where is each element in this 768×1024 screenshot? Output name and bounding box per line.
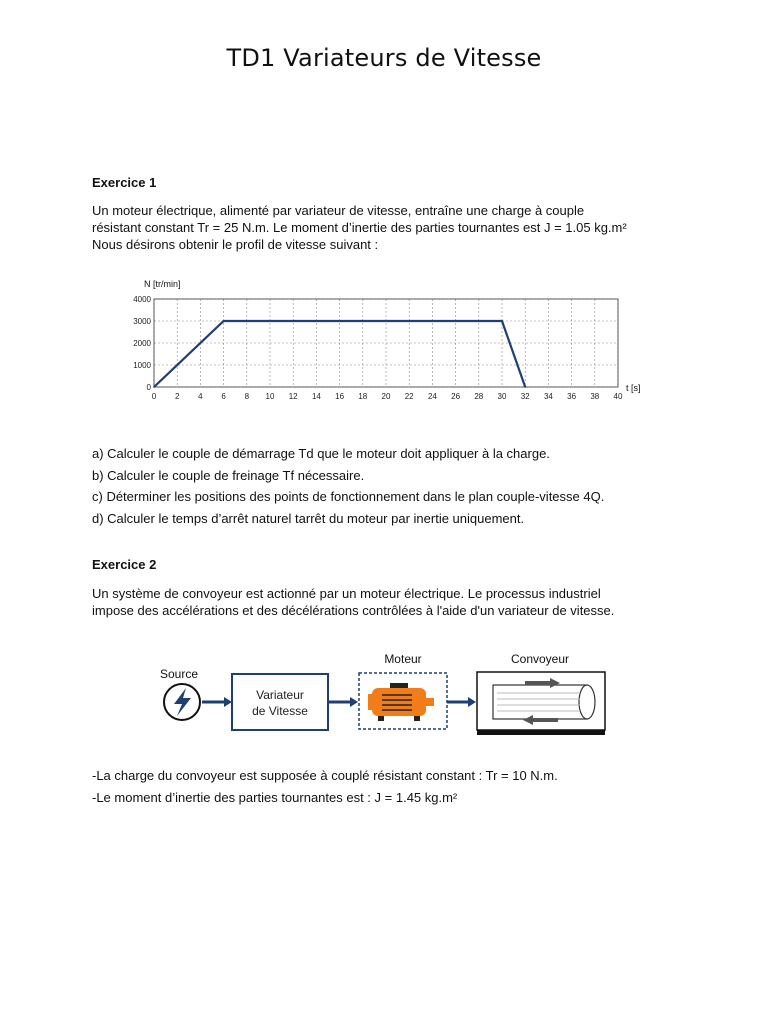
- question-c: c) Déterminer les positions des points de fonctionnement dans le plan couple-vitesse 4Q.: [92, 489, 605, 504]
- speed-profile-point: [153, 386, 155, 388]
- x-tick-label: 12: [288, 392, 298, 401]
- x-tick-label: 4: [198, 392, 203, 401]
- x-tick-label: 2: [174, 392, 180, 401]
- x-tick-label: 18: [358, 392, 368, 401]
- y-tick-label: 0: [146, 383, 151, 392]
- speed-profile-line: [154, 321, 525, 387]
- exercise-1-statement: [92, 202, 692, 253]
- speed-profile-point: [524, 386, 526, 388]
- statement-line: résistant constant Tr = 25 N.m. Le moment d’inertie des parties tournantes est J = 1.05 kg.m²: [92, 220, 627, 235]
- chart-ticks: [133, 295, 623, 401]
- x-tick-label: 10: [265, 392, 275, 401]
- exercise-2-statement: [92, 585, 692, 619]
- y-tick-label: 1000: [133, 361, 151, 370]
- moteur-label: Moteur: [384, 652, 422, 666]
- x-tick-label: 0: [151, 392, 157, 401]
- arrowhead: [224, 697, 232, 707]
- variateur-label-line1: Variateur: [256, 688, 304, 702]
- x-axis-label: t [s]: [626, 383, 641, 393]
- note-inertia: -Le moment d’inertie des parties tournantes est : J = 1.45 kg.m²: [92, 790, 458, 805]
- x-tick-label: 14: [311, 392, 321, 401]
- statement-line: Un moteur électrique, alimenté par variateur de vitesse, entraîne une charge à couple: [92, 203, 585, 218]
- arrowhead: [350, 697, 358, 707]
- x-tick-label: 26: [451, 392, 461, 401]
- x-tick-label: 40: [613, 392, 623, 401]
- conveyor-roller-icon: [493, 678, 595, 725]
- x-tick-label: 36: [567, 392, 577, 401]
- note-load-torque: -La charge du convoyeur est supposée à couplé résistant constant : Tr = 10 N.m.: [92, 768, 558, 783]
- statement-line: Un système de convoyeur est actionné par un moteur électrique. Le processus industriel: [92, 586, 601, 601]
- speed-profile-point: [223, 320, 225, 322]
- system-diagram: [150, 648, 620, 743]
- x-tick-label: 24: [427, 392, 437, 401]
- exercise-2-heading: Exercice 2: [92, 557, 157, 572]
- speed-profile-chart: [110, 272, 670, 412]
- convoyeur-label: Convoyeur: [510, 652, 570, 666]
- x-tick-label: 34: [543, 392, 553, 401]
- variateur-block: [232, 674, 328, 730]
- x-tick-label: 28: [474, 392, 484, 401]
- x-tick-label: 32: [520, 392, 530, 401]
- x-tick-label: 22: [404, 392, 414, 401]
- conveyor-base: [477, 730, 605, 735]
- page-title: TD1 Variateurs de Vitesse: [226, 44, 542, 72]
- y-tick-label: 2000: [133, 339, 151, 348]
- x-tick-label: 6: [221, 392, 226, 401]
- question-b: b) Calculer le couple de freinage Tf nécessaire.: [92, 468, 365, 483]
- chart-series: [153, 320, 526, 388]
- question-d: d) Calculer le temps d’arrêt naturel tarrêt du moteur par inertie uniquement.: [92, 511, 525, 526]
- statement-line: impose des accélérations et des décélérations contrôlées à l'aide d'un variateur de vitesse.: [92, 603, 615, 618]
- x-tick-label: 20: [381, 392, 391, 401]
- y-tick-label: 3000: [133, 317, 151, 326]
- y-axis-label: N [tr/min]: [144, 279, 181, 289]
- exercise-1-heading: Exercice 1: [92, 175, 157, 190]
- arrowhead: [468, 697, 476, 707]
- source-label: Source: [160, 667, 199, 681]
- chart-grid: [154, 299, 618, 387]
- question-a: a) Calculer le couple de démarrage Td que le moteur doit appliquer à la charge.: [92, 446, 550, 461]
- y-tick-label: 4000: [133, 295, 151, 304]
- statement-line: Nous désirons obtenir le profil de vitesse suivant :: [92, 237, 379, 252]
- x-tick-label: 38: [590, 392, 600, 401]
- variateur-label-line2: de Vitesse: [252, 704, 308, 718]
- x-tick-label: 8: [244, 392, 250, 401]
- x-tick-label: 30: [497, 392, 507, 401]
- speed-profile-point: [501, 320, 503, 322]
- x-tick-label: 16: [335, 392, 345, 401]
